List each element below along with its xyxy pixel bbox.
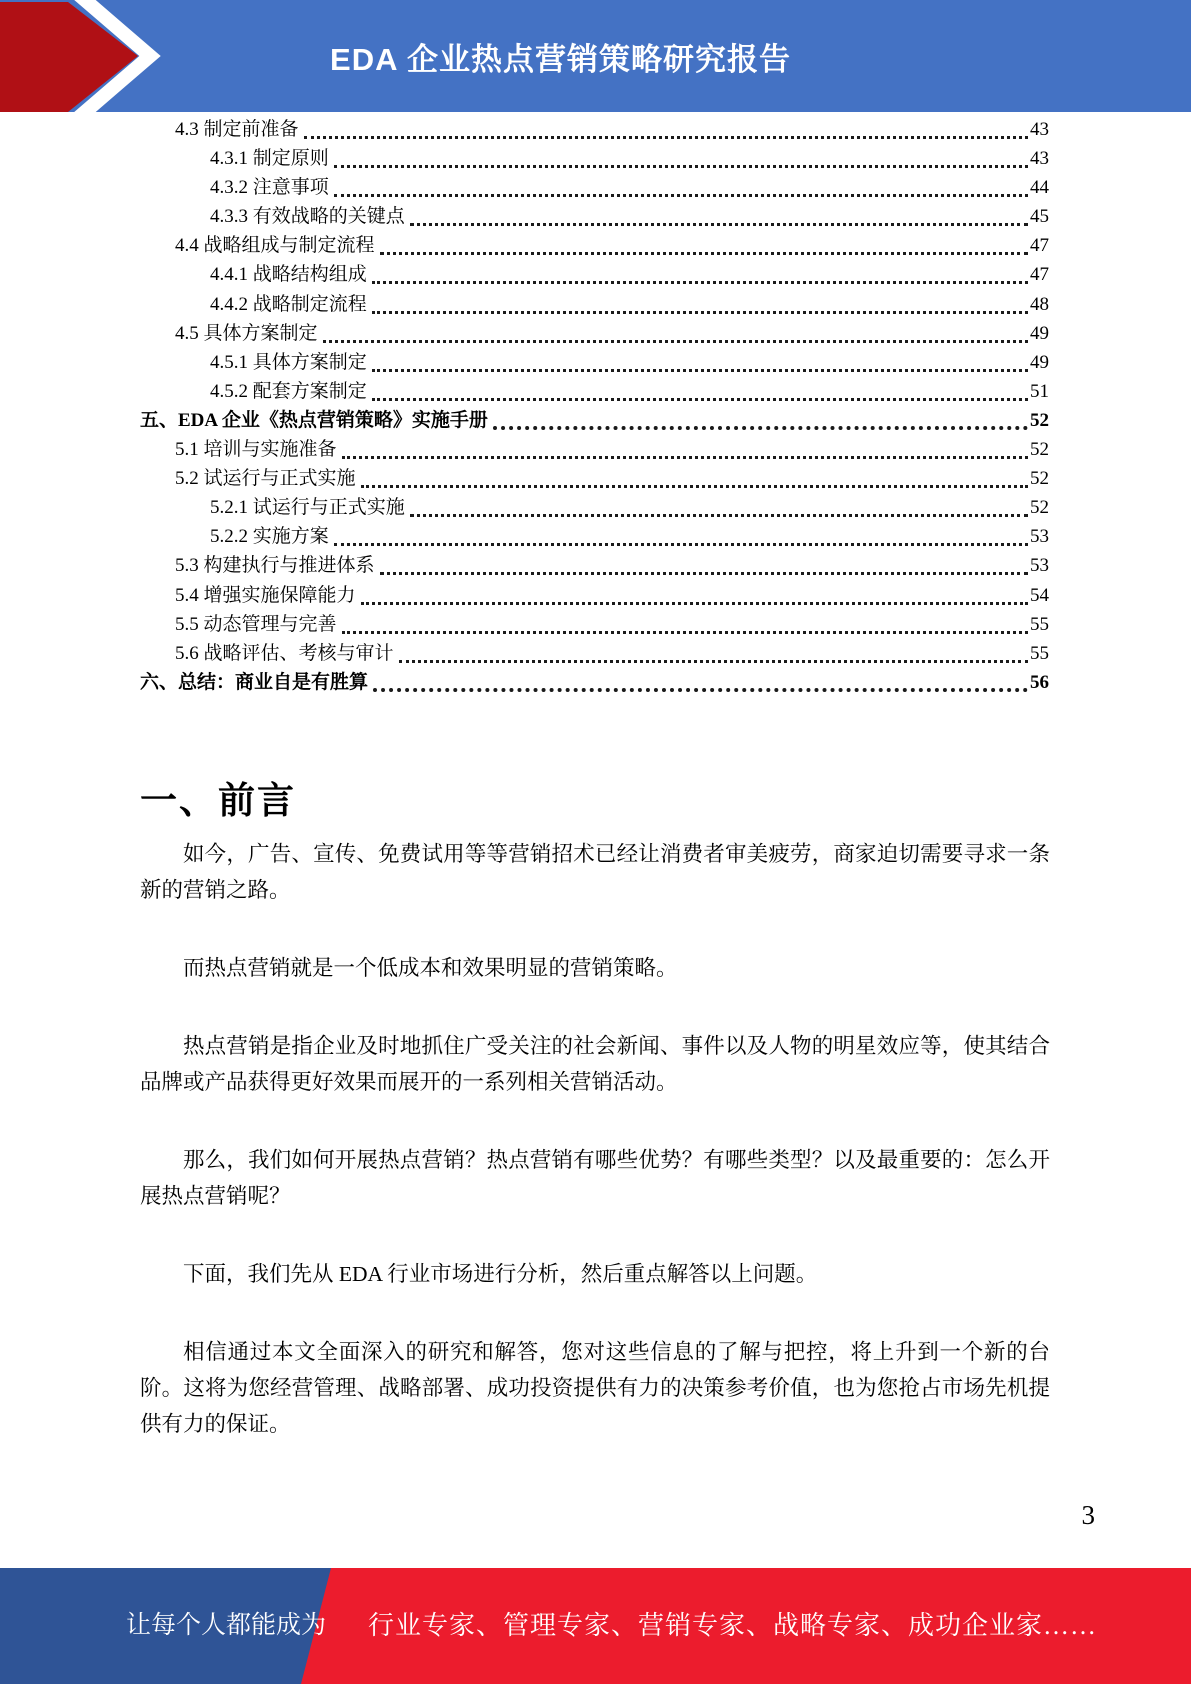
- preface-paragraphs: [140, 836, 1050, 1484]
- toc-dot-leader: [334, 144, 1028, 168]
- toc-entry-label: 5.1 培训与实施准备: [175, 439, 337, 461]
- toc-page-number: 43: [1030, 148, 1049, 170]
- toc-entry[interactable]: [140, 668, 1049, 697]
- toc-page-number: 45: [1030, 206, 1049, 228]
- toc-page-number: 52: [1030, 409, 1049, 431]
- toc-entry-label: 4.4 战略组成与制定流程: [175, 235, 375, 257]
- toc-page-number: 56: [1030, 671, 1049, 693]
- toc-entry-label: 五、EDA 企业《热点营销策略》实施手册: [140, 409, 488, 431]
- page-title: EDA 企业热点营销策略研究报告: [330, 41, 791, 77]
- footer-slogan-left: 让每个人都能成为: [125, 1612, 326, 1639]
- red-chevron-arrow-icon: [0, 0, 170, 112]
- toc-dot-leader: [373, 668, 1028, 692]
- header-banner: [0, 0, 1191, 112]
- toc-entry-label: 4.4.1 战略结构组成: [210, 264, 367, 286]
- toc-page-number: 55: [1030, 613, 1049, 635]
- toc-page-number: 51: [1030, 380, 1049, 402]
- toc-dot-leader: [323, 319, 1028, 343]
- toc-entry[interactable]: [140, 464, 1049, 493]
- toc-entry[interactable]: [140, 290, 1049, 319]
- toc-entry-label: 4.3.3 有效战略的关键点: [210, 206, 405, 228]
- toc-page-number: 43: [1030, 119, 1049, 140]
- toc-dot-leader: [380, 231, 1028, 255]
- toc-entry-label: 六、总结：商业自是有胜算: [140, 671, 369, 693]
- toc-dot-leader: [372, 290, 1028, 314]
- body-paragraph: 而热点营销就是一个低成本和效果明显的营销策略。: [183, 956, 678, 980]
- toc-entry[interactable]: [140, 173, 1049, 202]
- toc-dot-leader: [380, 551, 1028, 575]
- footer-slogan-right: 行业专家、管理专家、营销专家、战略专家、成功企业家……: [368, 1611, 1098, 1640]
- toc-page-number: 54: [1030, 584, 1049, 606]
- toc-entry-label: 5.3 构建执行与推进体系: [175, 555, 375, 577]
- toc-dot-leader: [410, 493, 1028, 517]
- toc-page-number: 49: [1030, 322, 1049, 344]
- table-of-contents: [140, 115, 1049, 697]
- toc-entry-label: 4.3.2 注意事项: [210, 177, 329, 199]
- body-paragraph: 那么，我们如何开展热点营销？热点营销有哪些优势？有哪些类型？以及最重要的：怎么开展热点营销呢？: [140, 1148, 1050, 1208]
- toc-entry[interactable]: [140, 231, 1049, 260]
- toc-page-number: 52: [1030, 497, 1049, 519]
- toc-page-number: 47: [1030, 235, 1049, 257]
- toc-dot-leader: [399, 639, 1028, 663]
- toc-page-number: 53: [1030, 555, 1049, 577]
- toc-page-number: 48: [1030, 293, 1049, 315]
- toc-dot-leader: [304, 115, 1028, 139]
- toc-entry-label: 4.3 制定前准备: [175, 119, 299, 140]
- body-paragraph: 如今，广告、宣传、免费试用等等营销招术已经让消费者审美疲劳，商家迫切需要寻求一条新的营销之路。: [140, 842, 1050, 902]
- toc-dot-leader: [410, 202, 1028, 226]
- toc-entry-label: 5.2.1 试运行与正式实施: [210, 497, 405, 519]
- toc-page-number: 52: [1030, 439, 1049, 461]
- toc-dot-leader: [334, 173, 1028, 197]
- toc-page-number: 49: [1030, 351, 1049, 373]
- body-paragraph: 热点营销是指企业及时地抓住广受关注的社会新闻、事件以及人物的明星效应等，使其结合品牌或产品获得更好效果而展开的一系列相关营销活动。: [140, 1034, 1050, 1094]
- section-heading: 一、前言: [140, 780, 296, 821]
- toc-dot-leader: [334, 522, 1028, 546]
- toc-entry[interactable]: [140, 522, 1049, 551]
- toc-page-number: 53: [1030, 526, 1049, 548]
- toc-entry-label: 4.5.2 配套方案制定: [210, 380, 367, 402]
- toc-entry-label: 4.5 具体方案制定: [175, 322, 318, 344]
- toc-entry-label: 4.5.1 具体方案制定: [210, 351, 367, 373]
- toc-page-number: 52: [1030, 468, 1049, 490]
- toc-entry-label: 5.4 增强实施保障能力: [175, 584, 356, 606]
- footer-banner: [0, 1568, 1191, 1684]
- toc-entry-label: 5.2.2 实施方案: [210, 526, 329, 548]
- toc-entry[interactable]: [140, 144, 1049, 173]
- toc-dot-leader: [361, 581, 1028, 605]
- toc-entry[interactable]: [140, 202, 1049, 231]
- toc-entry[interactable]: [140, 493, 1049, 522]
- toc-dot-leader: [372, 260, 1028, 284]
- toc-dot-leader: [493, 406, 1028, 430]
- toc-page-number: 44: [1030, 177, 1049, 199]
- page-number: 3: [1081, 1500, 1095, 1530]
- toc-entry-label: 4.3.1 制定原则: [210, 148, 329, 170]
- toc-entry-label: 4.4.2 战略制定流程: [210, 293, 367, 315]
- toc-entry[interactable]: [140, 406, 1049, 435]
- toc-entry[interactable]: [140, 377, 1049, 406]
- body-paragraph: 相信通过本文全面深入的研究和解答，您对这些信息的了解与把控，将上升到一个新的台阶。这将为您经营管理、战略部署、成功投资提供有力的决策参考价值，也为您抢占市场先机提供有力的保证。: [140, 1340, 1050, 1436]
- body-paragraph: 下面，我们先从 EDA 行业市场进行分析，然后重点解答以上问题。: [183, 1262, 818, 1286]
- toc-entry-label: 5.2 试运行与正式实施: [175, 468, 356, 490]
- toc-entry[interactable]: [140, 435, 1049, 464]
- toc-page-number: 47: [1030, 264, 1049, 286]
- toc-dot-leader: [342, 435, 1028, 459]
- toc-entry-label: 5.5 动态管理与完善: [175, 613, 337, 635]
- toc-entry[interactable]: [140, 115, 1049, 144]
- toc-entry[interactable]: [140, 260, 1049, 289]
- toc-entry[interactable]: [140, 551, 1049, 580]
- toc-dot-leader: [372, 377, 1028, 401]
- toc-dot-leader: [342, 610, 1028, 634]
- toc-entry[interactable]: [140, 348, 1049, 377]
- toc-dot-leader: [361, 464, 1028, 488]
- toc-entry[interactable]: [140, 581, 1049, 610]
- toc-entry-label: 5.6 战略评估、考核与审计: [175, 642, 394, 664]
- toc-entry[interactable]: [140, 610, 1049, 639]
- toc-entry[interactable]: [140, 639, 1049, 668]
- toc-page-number: 55: [1030, 642, 1049, 664]
- toc-entry[interactable]: [140, 319, 1049, 348]
- toc-dot-leader: [372, 348, 1028, 372]
